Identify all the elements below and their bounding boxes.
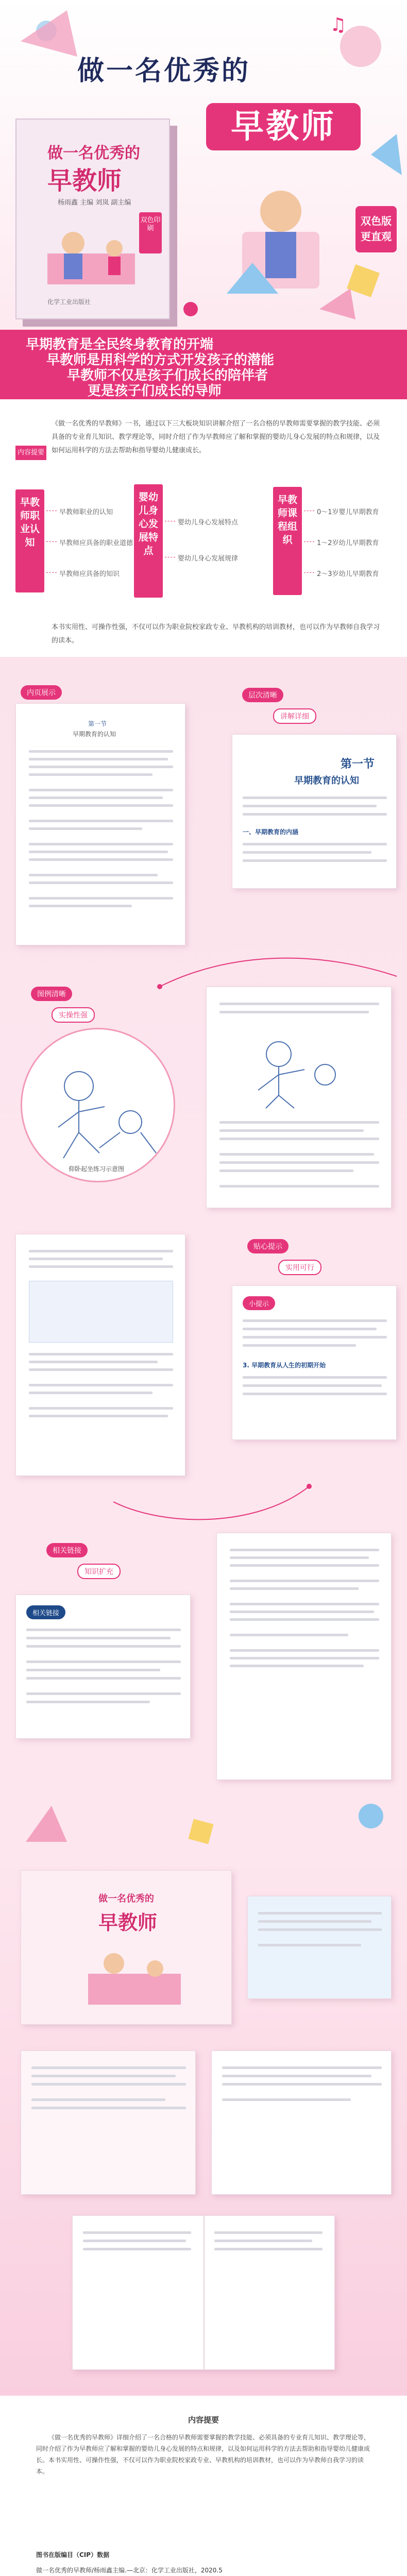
- text-line: [258, 1912, 382, 1914]
- sample-page-illustrated: [206, 987, 392, 1208]
- text-line: [243, 1384, 382, 1387]
- text-line: [219, 1003, 379, 1005]
- slogan-line2: 早教师是用科学的方式开发孩子的潜能: [46, 352, 275, 368]
- callout-illustration: 图例清晰: [31, 987, 72, 1001]
- spread-interior-1: [247, 1896, 392, 1999]
- text-line: [29, 897, 173, 900]
- book-cover-publisher: 化学工业出版社: [47, 298, 91, 306]
- text-line: [219, 1185, 379, 1188]
- text-line: [29, 1265, 173, 1268]
- text-line: [230, 1611, 374, 1613]
- text-line: [29, 750, 173, 753]
- text-line: [29, 820, 173, 822]
- text-line: [243, 805, 377, 807]
- text-line: [29, 1368, 173, 1371]
- zoom-chapter-sub: 早期教育的认知: [294, 775, 359, 786]
- zoom-chapter-title: 第一节: [341, 758, 375, 771]
- text-line: [243, 1376, 387, 1379]
- decor-shapes: [21, 1795, 386, 1847]
- text-line: [26, 1645, 181, 1648]
- summary-heading: 内容提要: [188, 2415, 219, 2425]
- right-item-1: 0～1岁婴儿早期教育: [317, 509, 379, 516]
- hero-section: [0, 0, 407, 330]
- page-label: 内页展示: [21, 685, 62, 700]
- spread-interior-3: [211, 2050, 392, 2195]
- badge-line1: 双色版: [361, 215, 392, 227]
- flow-line: [304, 541, 314, 542]
- spread-title1: 做一名优秀的: [98, 1893, 154, 1904]
- summary-text: 《做一名优秀的早教师》详细介绍了一名合格的早教师需要掌握的教学技能、必须具备的专业育儿知识、教学理论等，同时介绍了作为早教师应了解和掌握的婴幼儿身心发展的特点和规律，以及如何运用科学的方法去帮助和指导婴幼儿健康成长。本书实用性、可操作性强，不仅可以作为职业院校家政专业、早教机构的培训教材，也可以作为早教师自我学习的读本。: [36, 2434, 370, 2475]
- text-line: [31, 2066, 186, 2069]
- text-line: [230, 1603, 379, 1605]
- text-line: [83, 2240, 186, 2242]
- text-line: [29, 796, 163, 799]
- text-line: [243, 1319, 387, 1322]
- page-chapter-sub: 早期教育的认知: [73, 731, 116, 738]
- tips-zoom: [232, 1285, 397, 1440]
- mid-item-2: 婴幼儿身心发展规律: [178, 555, 239, 563]
- hero-illustration: [222, 170, 340, 304]
- flow-line: [46, 541, 57, 542]
- text-line: [243, 843, 387, 845]
- hero-title-line2: 早教师: [206, 103, 361, 150]
- text-line: [230, 1549, 379, 1551]
- text-line: [230, 1580, 379, 1582]
- callout-links: 相关链接: [46, 1543, 88, 1557]
- text-line: [31, 2075, 176, 2077]
- text-line: [26, 1629, 181, 1631]
- book-cover-author: 杨雨鑫 主编 刘岚 副主编: [58, 199, 131, 207]
- text-line: [258, 1920, 371, 1923]
- left-item-1: 早教师职业的认知: [59, 509, 113, 516]
- box-development: 婴幼儿身心发展特点: [134, 484, 163, 598]
- right-item-2: 1～2岁幼儿早期教育: [317, 539, 379, 547]
- slogan-line3: 早教师不仅是孩子们成长的陪伴者: [67, 368, 268, 383]
- content-intro: [0, 399, 407, 657]
- text-line: [29, 827, 142, 830]
- link-title: 相关链接: [26, 1605, 65, 1619]
- text-line: [29, 773, 152, 776]
- text-line: [219, 1153, 374, 1156]
- hero-title-line1: 做一名优秀的: [77, 55, 251, 87]
- book-cover-title2: 早教师: [47, 166, 122, 195]
- text-line: [219, 1170, 353, 1172]
- text-line: [29, 851, 168, 853]
- text-line: [29, 882, 173, 884]
- left-item-3: 早教师应具备的知识: [59, 570, 120, 578]
- text-line: [214, 2240, 312, 2242]
- inner-pages-2: [0, 1224, 407, 1855]
- sample-page-tips: [15, 1234, 185, 1476]
- text-line: [29, 874, 158, 876]
- spread-illustration: [83, 1943, 186, 2010]
- text-line: [29, 858, 173, 861]
- slogan-line1: 早期教育是全民终身教育的开端: [26, 337, 214, 352]
- open-book-spread: [72, 2215, 335, 2370]
- svg-text:♫: ♫: [330, 14, 347, 36]
- illustration-caption: 仰卧起坐练习示意图: [69, 1165, 125, 1173]
- text-line: [219, 1138, 379, 1140]
- zoom-bubble-illustration: [21, 1028, 175, 1182]
- tip-title: 小提示: [243, 1296, 275, 1310]
- text-line: [243, 851, 371, 854]
- page-illustration: [238, 1023, 361, 1111]
- summary-cip: [0, 2396, 407, 2576]
- section-b-heading: 3. 早期教育从人生的初期开始: [243, 1362, 326, 1369]
- box-career-cognition: 早教师职业认知: [15, 489, 44, 592]
- text-line: [29, 758, 168, 760]
- text-line: [243, 1336, 387, 1338]
- spread-interior-2: [21, 2050, 196, 2195]
- book-cover-illustration: [37, 217, 145, 290]
- text-line: [230, 1618, 379, 1621]
- text-line: [243, 1344, 356, 1347]
- text-line: [219, 1129, 364, 1132]
- text-line: [29, 1384, 173, 1386]
- callout-links-sub: 知识扩充: [77, 1564, 121, 1579]
- book-cover-seal: 双色印刷: [139, 212, 162, 253]
- box-course: 早教师课程组织: [273, 487, 302, 595]
- text-line: [243, 1393, 387, 1395]
- text-line: [219, 1161, 379, 1164]
- text-line: [230, 1556, 369, 1559]
- text-line: [214, 2248, 323, 2250]
- text-line: [243, 813, 387, 816]
- text-line: [214, 2231, 323, 2234]
- cip-line1: 做一名优秀的早教师/杨雨鑫主编.—北京：化学工业出版社，2020.5: [36, 2567, 223, 2574]
- exercise-illustration: [22, 1029, 175, 1182]
- mid-item-1: 婴幼儿身心发展特点: [178, 519, 239, 527]
- text-line: [26, 1637, 171, 1639]
- text-line: [29, 1392, 152, 1394]
- text-line: [31, 2098, 165, 2101]
- book-cover-title1: 做一名优秀的: [47, 144, 140, 162]
- text-line: [29, 766, 173, 768]
- flow-line: [304, 572, 314, 573]
- links-zoom: [15, 1595, 191, 1739]
- text-line: [230, 1649, 379, 1652]
- text-line: [243, 796, 387, 799]
- text-line: [29, 1250, 173, 1252]
- text-line: [222, 2075, 371, 2077]
- book-cover-3d: [15, 118, 170, 319]
- text-line: [29, 905, 132, 907]
- connector-curve-2: [103, 1481, 319, 1533]
- text-line: [222, 2066, 382, 2069]
- book-spine: [204, 2216, 205, 2370]
- spread-title2: 早教师: [98, 1911, 158, 1934]
- page-table: [29, 1281, 173, 1343]
- text-line: [219, 1011, 369, 1013]
- text-line: [83, 2231, 191, 2234]
- sample-page-left: [15, 703, 185, 945]
- intro-footer: 本书实用性、可操作性强，不仅可以作为职业院校家政专业、早教机构的培训教材，也可以作为早教师自我学习的读本。: [52, 623, 380, 645]
- text-line: [230, 1665, 364, 1667]
- page-chapter-label: 第一节: [88, 720, 107, 727]
- callout-tips: 贴心提示: [247, 1239, 289, 1253]
- text-line: [29, 843, 173, 845]
- intro-paragraph: 《做一名优秀的早教师》一书，通过以下三大板块知识讲解介绍了一名合格的早教师需要掌握的教学技能、必须具备的专业育儿知识、教学理论等，同时介绍了作为早教师应了解和掌握的婴幼儿身心发展的特点和规律，以及如何运用科学的方法去帮助和指导婴幼儿健康成长。: [52, 420, 380, 454]
- text-line: [29, 1415, 168, 1417]
- text-line: [243, 1328, 377, 1330]
- spread-cover-flat: [21, 1870, 232, 2025]
- text-line: [83, 2248, 191, 2250]
- text-line: [230, 1564, 379, 1567]
- text-line: [26, 1660, 181, 1663]
- callout-illustration-sub: 实操性强: [52, 1007, 95, 1023]
- intro-tag: 内容提要: [15, 446, 46, 460]
- text-line: [31, 2083, 186, 2086]
- slogan-band: [0, 330, 407, 399]
- text-line: [230, 1587, 359, 1590]
- text-line: [222, 2083, 382, 2086]
- text-line: [29, 1407, 173, 1410]
- text-line: [31, 2107, 186, 2109]
- text-line: [29, 789, 173, 791]
- text-line: [258, 1928, 382, 1931]
- flow-line: [46, 572, 57, 573]
- text-line: [243, 859, 387, 862]
- text-line: [26, 1669, 160, 1671]
- text-line: [29, 804, 173, 807]
- color-edition-badge: [355, 206, 397, 252]
- text-line: [29, 1361, 158, 1363]
- text-line: [222, 2098, 351, 2101]
- book-spreads: [0, 1855, 407, 2396]
- connector-curve: [155, 945, 407, 992]
- callout-structure-sub: 讲解详细: [273, 708, 316, 724]
- text-line: [258, 1944, 361, 1946]
- text-line: [230, 1657, 379, 1659]
- callout-structure: 层次清晰: [242, 688, 283, 702]
- callout-tips-sub: 实用可行: [278, 1260, 321, 1275]
- zoom-section-a: 一、早期教育的内涵: [243, 828, 299, 836]
- text-line: [26, 1677, 181, 1680]
- badge-line2: 更直观: [361, 230, 392, 243]
- sample-page-zoom: [232, 734, 397, 889]
- text-line: [219, 1121, 379, 1124]
- left-item-2: 早教师应具备的职业道德: [59, 539, 133, 547]
- slogan-line4: 更是孩子们成长的导师: [88, 383, 222, 399]
- right-item-3: 2～3岁幼儿早期教育: [317, 570, 379, 578]
- sample-page-links: [216, 1533, 392, 1780]
- text-line: [26, 1701, 150, 1703]
- inner-pages-1: [0, 657, 407, 1224]
- text-line: [29, 1353, 173, 1355]
- text-line: [29, 1258, 163, 1260]
- text-line: [26, 1692, 181, 1695]
- cip-title: 图书在版编目（CIP）数据: [36, 2551, 110, 2558]
- text-line: [230, 1634, 348, 1636]
